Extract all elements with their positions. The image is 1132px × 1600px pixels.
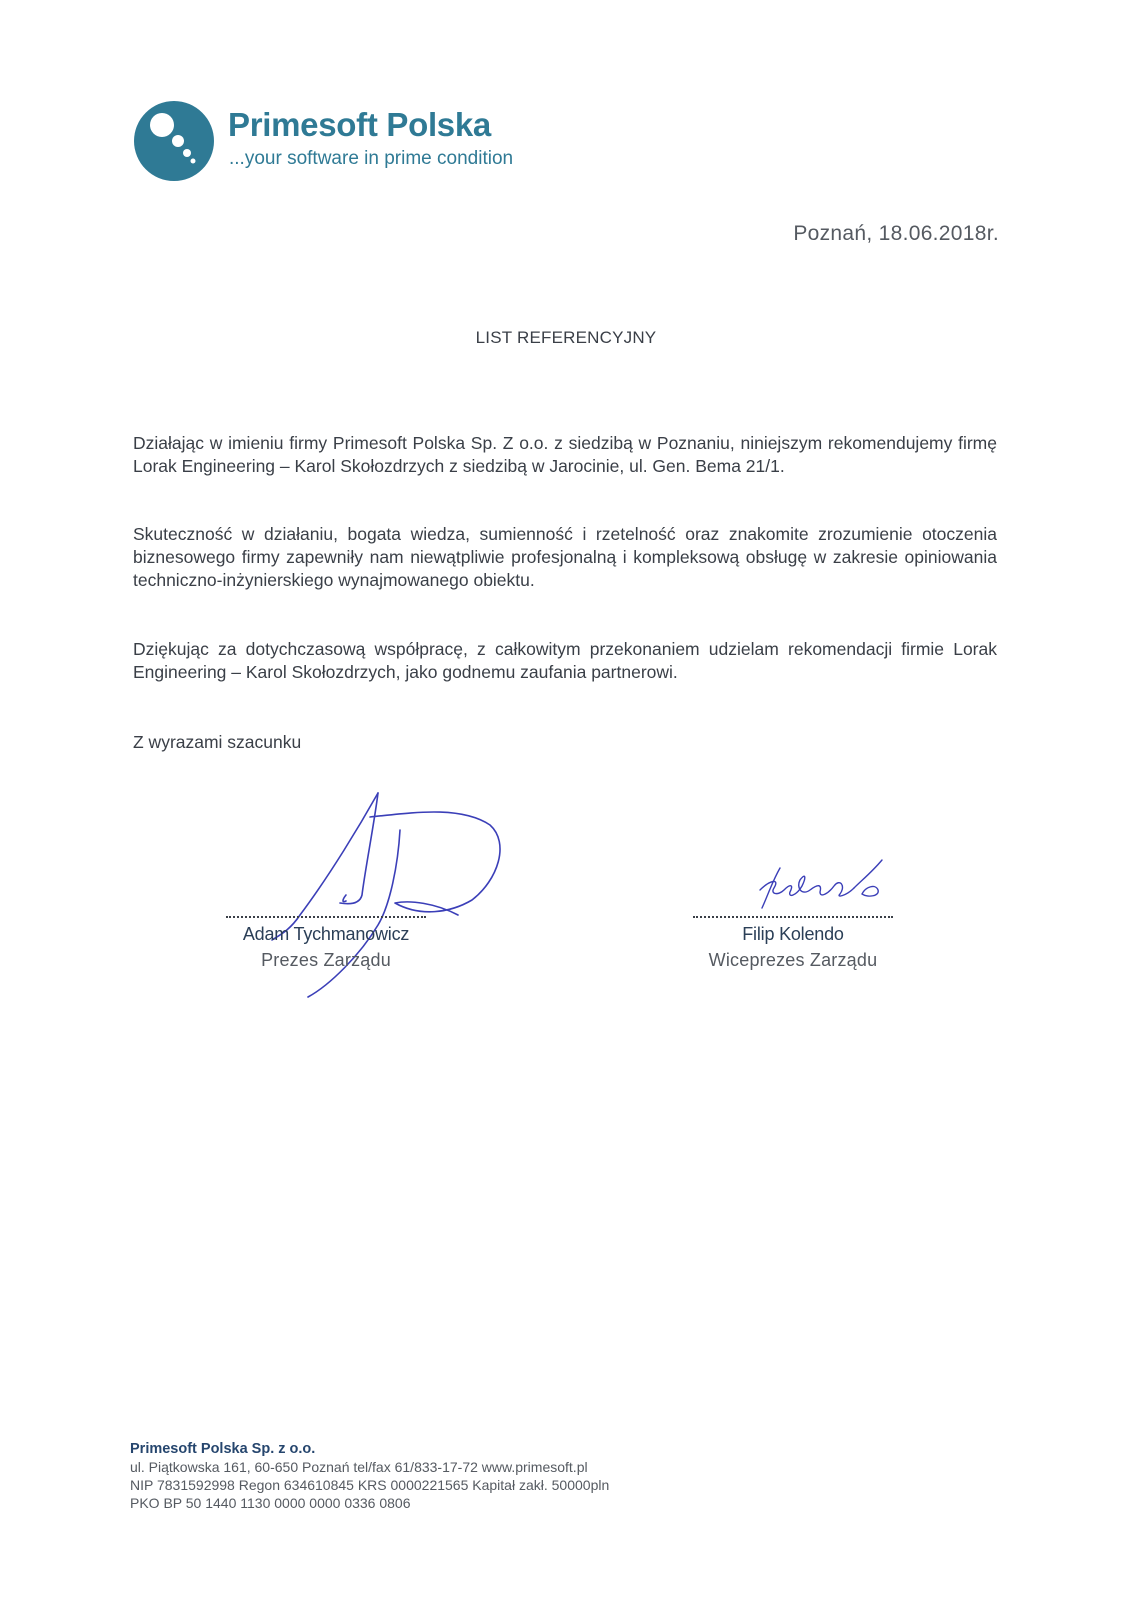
body-paragraph-1: Działając w imieniu firmy Primesoft Polska Sp. Z o.o. z siedzibą w Poznaniu, niniejszym rekomendujemy firmę Lorak Engineering – Karol Skołozdrzych z siedzibą w Jarocinie, ul. Gen. Bema 21/1.	[133, 433, 997, 476]
signatory-name: Adam Tychmanowicz	[242, 924, 410, 944]
logo-tagline: ...your software in prime condition	[229, 148, 514, 169]
bubbles-logo-icon	[133, 100, 215, 182]
signature-right-drawing	[750, 850, 920, 915]
signature-line	[226, 916, 426, 918]
logo-company-name: Primesoft Polska	[228, 106, 491, 143]
closing-phrase: Z wyrazami szacunku	[133, 732, 302, 752]
document-date: Poznań, 18.06.2018r.	[793, 222, 999, 245]
footer-address-line: ul. Piątkowska 161, 60-650 Poznań tel/fax 61/833-17-72 www.primesoft.pl	[130, 1459, 588, 1475]
footer-bank-line: PKO BP 50 1440 1130 0000 0000 0336 0806	[130, 1495, 411, 1511]
company-logo	[133, 100, 553, 184]
signature-block-right	[693, 916, 893, 971]
body-paragraph-2: Skuteczność w działaniu, bogata wiedza, sumienność i rzetelność oraz znakomite zrozumienie otoczenia biznesowego firmy zapewniły nam niewątpliwie profesjonalną i kompleksową obsługę w zakresie opiniowania techniczno-inżynierskiego wynajmowanego obiektu.	[133, 524, 997, 590]
letter-footer	[130, 1440, 609, 1512]
signature-line	[693, 916, 893, 918]
signatory-role: Wiceprezes Zarządu	[708, 950, 878, 970]
body-paragraph-3: Dziękując za dotychczasową współpracę, z całkowitym przekonaniem udzielam rekomendacji firmie Lorak Engineering – Karol Skołozdrzych, jako godnemu zaufania partnerowi.	[133, 639, 997, 682]
signatory-role: Prezes Zarządu	[261, 950, 391, 970]
footer-registration-line: NIP 7831592998 Regon 634610845 KRS 0000221565 Kapitał zakł. 50000pln	[130, 1477, 610, 1493]
footer-company-name: Primesoft Polska Sp. z o.o.	[130, 1441, 316, 1457]
document-title: LIST REFERENCYJNY	[475, 328, 657, 347]
signatory-name: Filip Kolendo	[742, 924, 844, 944]
signature-block-left	[226, 916, 426, 971]
